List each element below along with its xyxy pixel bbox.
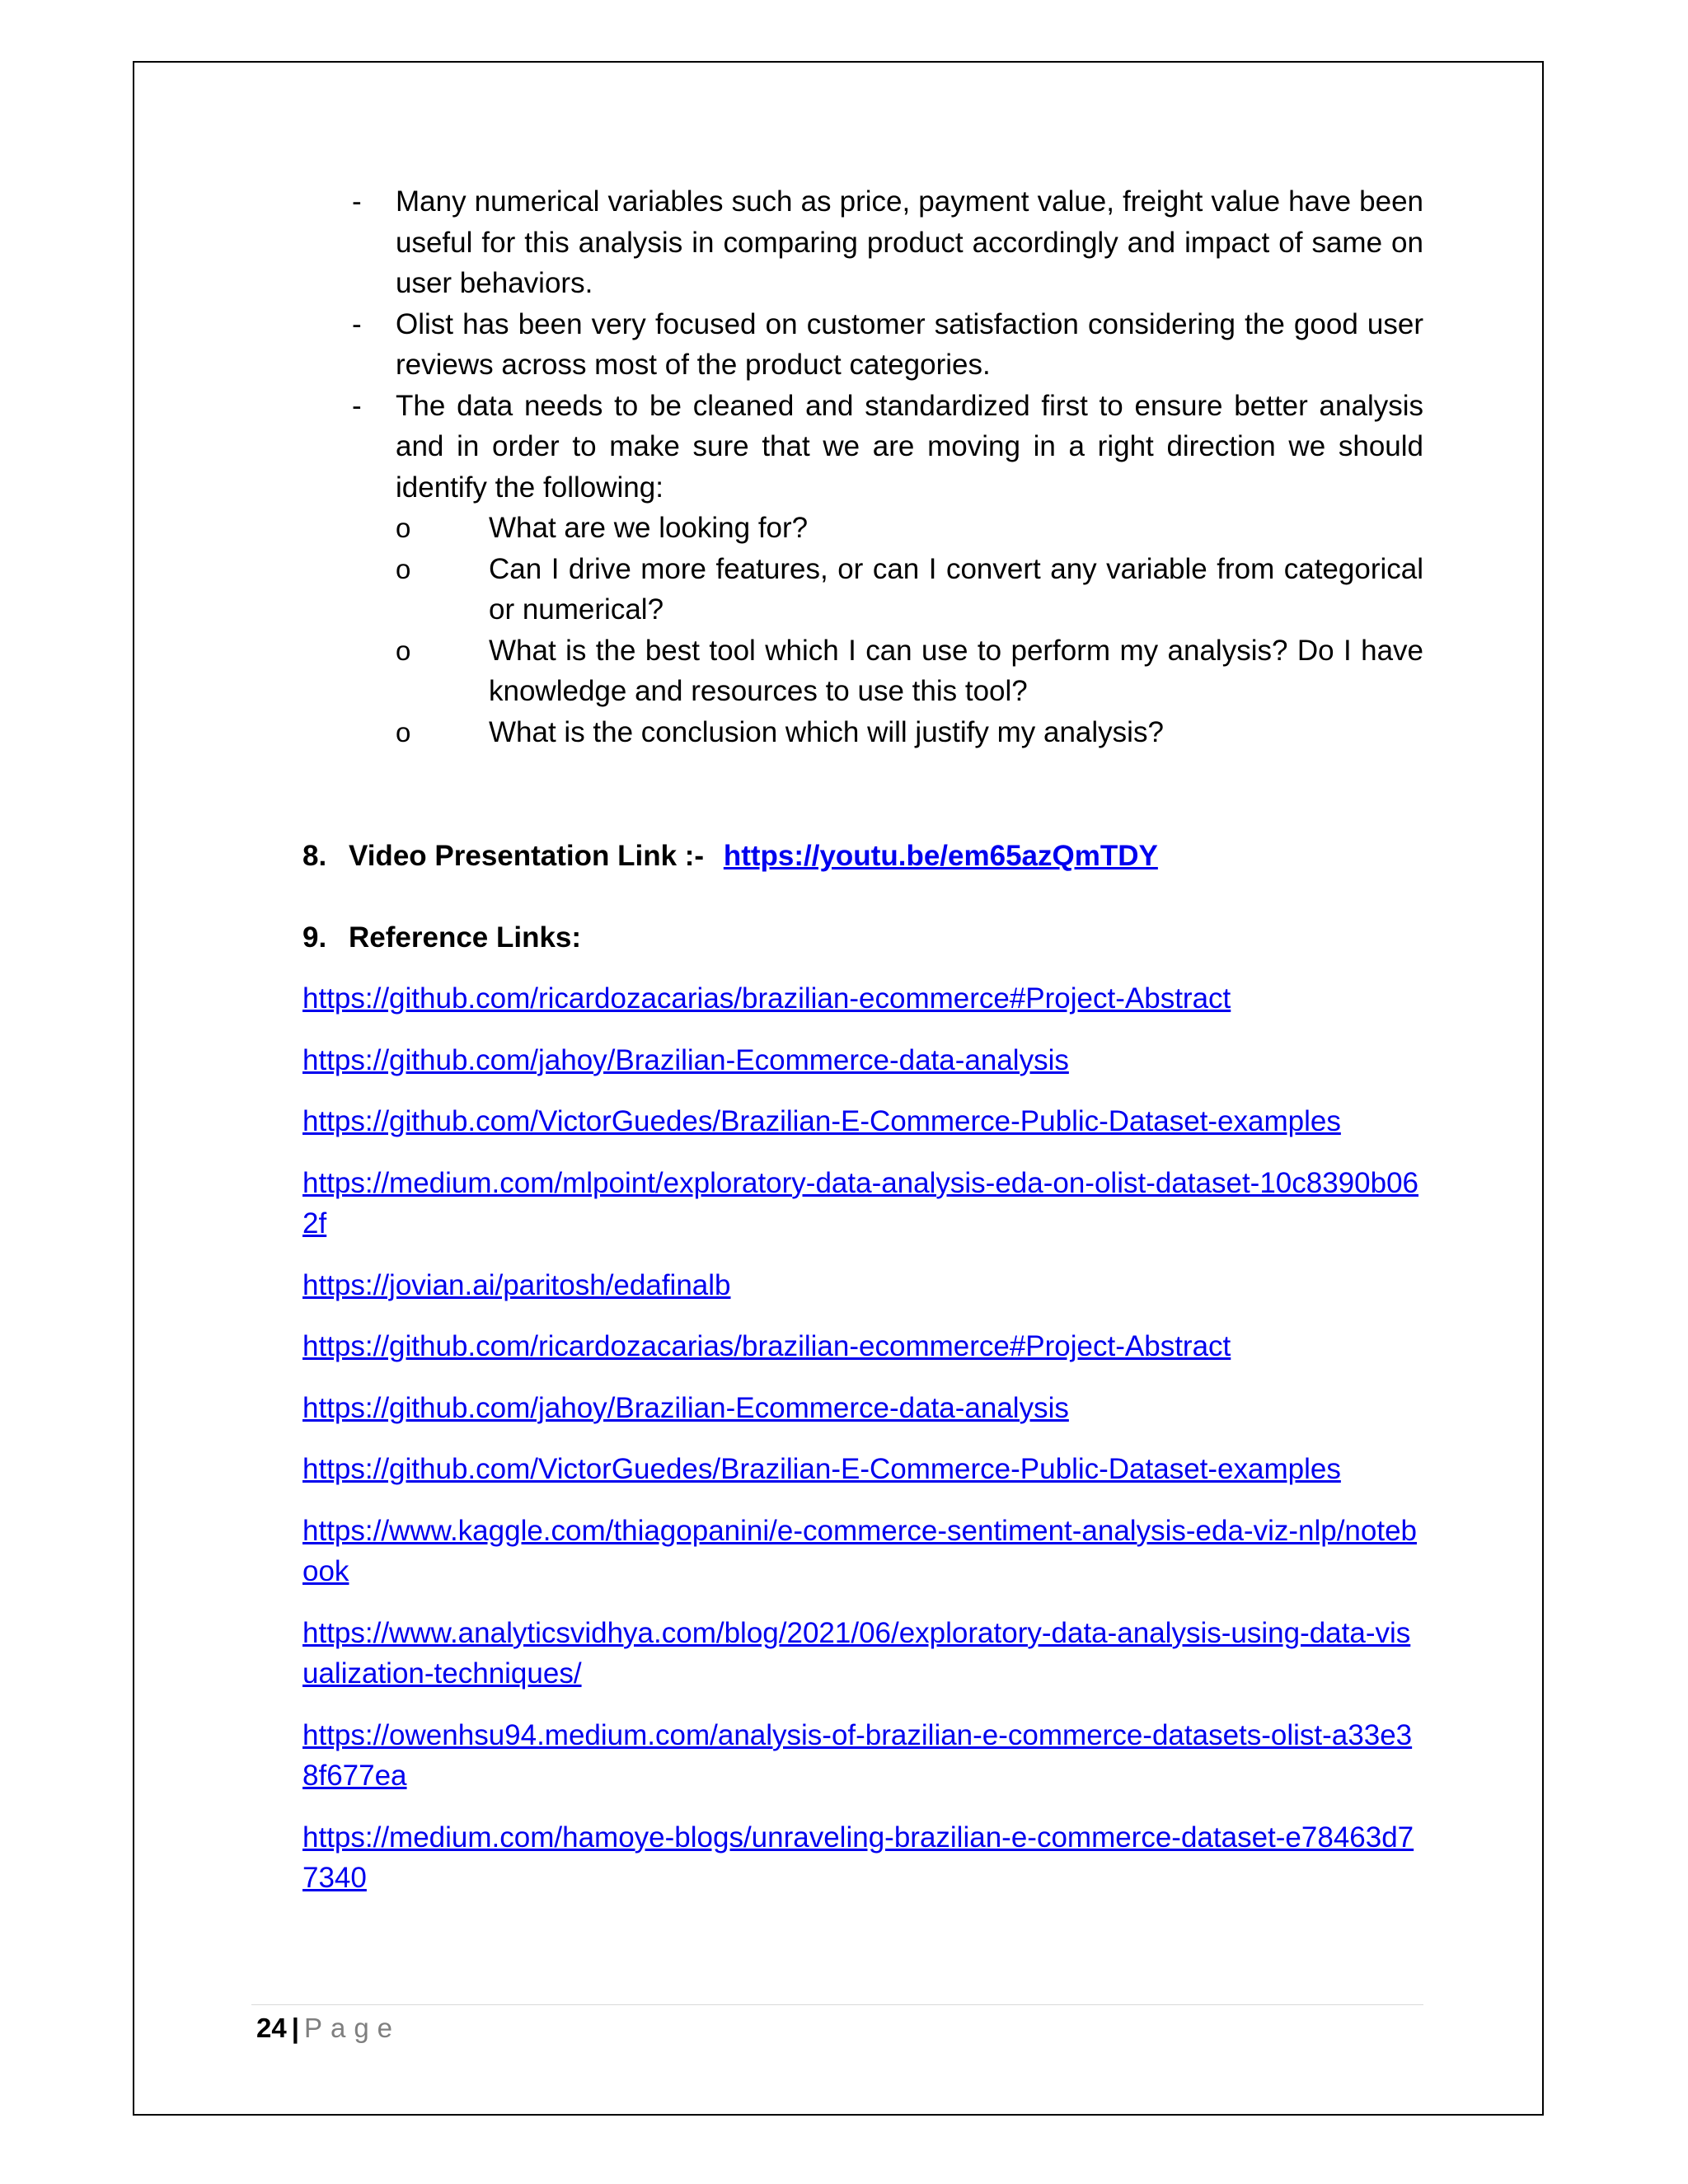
sub-bullet-item <box>396 630 1423 712</box>
bullet-marker: - <box>352 307 362 340</box>
bullet-item <box>302 181 1423 304</box>
reference-item <box>302 1326 1423 1367</box>
reference-link[interactable]: https://medium.com/mlpoint/exploratory-data-analysis-eda-on-olist-dataset-10c8390b062f <box>302 1166 1419 1240</box>
reference-item <box>302 1265 1423 1306</box>
reference-item <box>302 978 1423 1019</box>
reference-item <box>302 1101 1423 1142</box>
page-footer <box>256 2008 401 2048</box>
footer-separator: | <box>291 2013 299 2043</box>
bullet-marker: - <box>352 389 362 422</box>
reference-item <box>302 1511 1423 1592</box>
sub-bullet-list <box>396 508 1423 752</box>
sub-bullet-marker: o <box>396 635 411 666</box>
sub-bullet-text: What is the conclusion which will justify my analysis? <box>489 715 1164 748</box>
bullet-item <box>302 304 1423 386</box>
reference-item <box>302 1449 1423 1490</box>
bullet-text: Many numerical variables such as price, payment value, freight value have been useful for this analysis in comparing product accordingly and impact of same on user behaviors. <box>396 185 1423 299</box>
sub-bullet-marker: o <box>396 716 411 748</box>
page-number: 24 <box>256 2013 287 2043</box>
sub-bullet-marker: o <box>396 553 411 584</box>
reference-link[interactable]: https://github.com/jahoy/Brazilian-Ecommerce-data-analysis <box>302 1391 1069 1424</box>
reference-link[interactable]: https://github.com/ricardozacarias/brazilian-ecommerce#Project-Abstract <box>302 1330 1231 1362</box>
footer-divider <box>251 2004 1423 2005</box>
document-body <box>302 181 1423 752</box>
reference-item <box>302 1163 1423 1244</box>
video-presentation-link[interactable]: https://youtu.be/em65azQmTDY <box>723 840 1158 872</box>
sub-bullet-text: Can I drive more features, or can I convert any variable from categorical or numerical? <box>489 552 1423 626</box>
reference-link[interactable]: https://github.com/VictorGuedes/Brazilian-E-Commerce-Public-Dataset-examples <box>302 1453 1341 1485</box>
reference-link[interactable]: https://www.analyticsvidhya.com/blog/2021/06/exploratory-data-analysis-using-data-visualization-techniques/ <box>302 1616 1411 1690</box>
sub-bullet-item <box>396 712 1423 753</box>
sub-bullet-text: What is the best tool which I can use to perform my analysis? Do I have knowledge and resources to use this tool? <box>489 634 1423 707</box>
reference-item <box>302 1040 1423 1081</box>
reference-links-list <box>302 978 1423 1919</box>
page-label: Page <box>303 2013 401 2043</box>
bullet-item <box>302 386 1423 753</box>
sub-bullet-text: What are we looking for? <box>489 512 809 544</box>
reference-link[interactable]: https://github.com/VictorGuedes/Brazilian-E-Commerce-Public-Dataset-examples <box>302 1105 1341 1137</box>
reference-link[interactable]: https://owenhsu94.medium.com/analysis-of-brazilian-e-commerce-datasets-olist-a33e38f677ea <box>302 1718 1413 1792</box>
sub-bullet-item <box>396 508 1423 549</box>
reference-link[interactable]: https://medium.com/hamoye-blogs/unraveling-brazilian-e-commerce-dataset-e78463d77340 <box>302 1821 1414 1894</box>
bullet-text: The data needs to be cleaned and standardized first to ensure better analysis and in order to make sure that we are moving in a right direction we should identify the following: <box>396 389 1423 504</box>
section-8-heading <box>302 836 1158 877</box>
reference-link[interactable]: https://jovian.ai/paritosh/edafinalb <box>302 1268 731 1301</box>
reference-item <box>302 1715 1423 1797</box>
reference-item <box>302 1817 1423 1899</box>
section-number: 8. <box>302 840 327 872</box>
sub-bullet-marker: o <box>396 513 411 543</box>
bullet-marker: - <box>352 185 362 218</box>
reference-item <box>302 1613 1423 1694</box>
bullet-list <box>302 181 1423 752</box>
section-number: 9. <box>302 921 327 954</box>
bullet-text: Olist has been very focused on customer satisfaction considering the good user reviews across most of the product categories. <box>396 307 1423 381</box>
section-title: Reference Links: <box>349 921 582 954</box>
section-9-heading <box>302 917 581 958</box>
reference-link[interactable]: https://github.com/ricardozacarias/brazilian-ecommerce#Project-Abstract <box>302 982 1231 1015</box>
reference-link[interactable]: https://github.com/jahoy/Brazilian-Ecommerce-data-analysis <box>302 1043 1069 1076</box>
reference-link[interactable]: https://www.kaggle.com/thiagopanini/e-commerce-sentiment-analysis-eda-viz-nlp/notebook <box>302 1514 1418 1587</box>
sub-bullet-item <box>396 549 1423 630</box>
section-title: Video Presentation Link :- <box>349 840 705 872</box>
reference-item <box>302 1388 1423 1429</box>
